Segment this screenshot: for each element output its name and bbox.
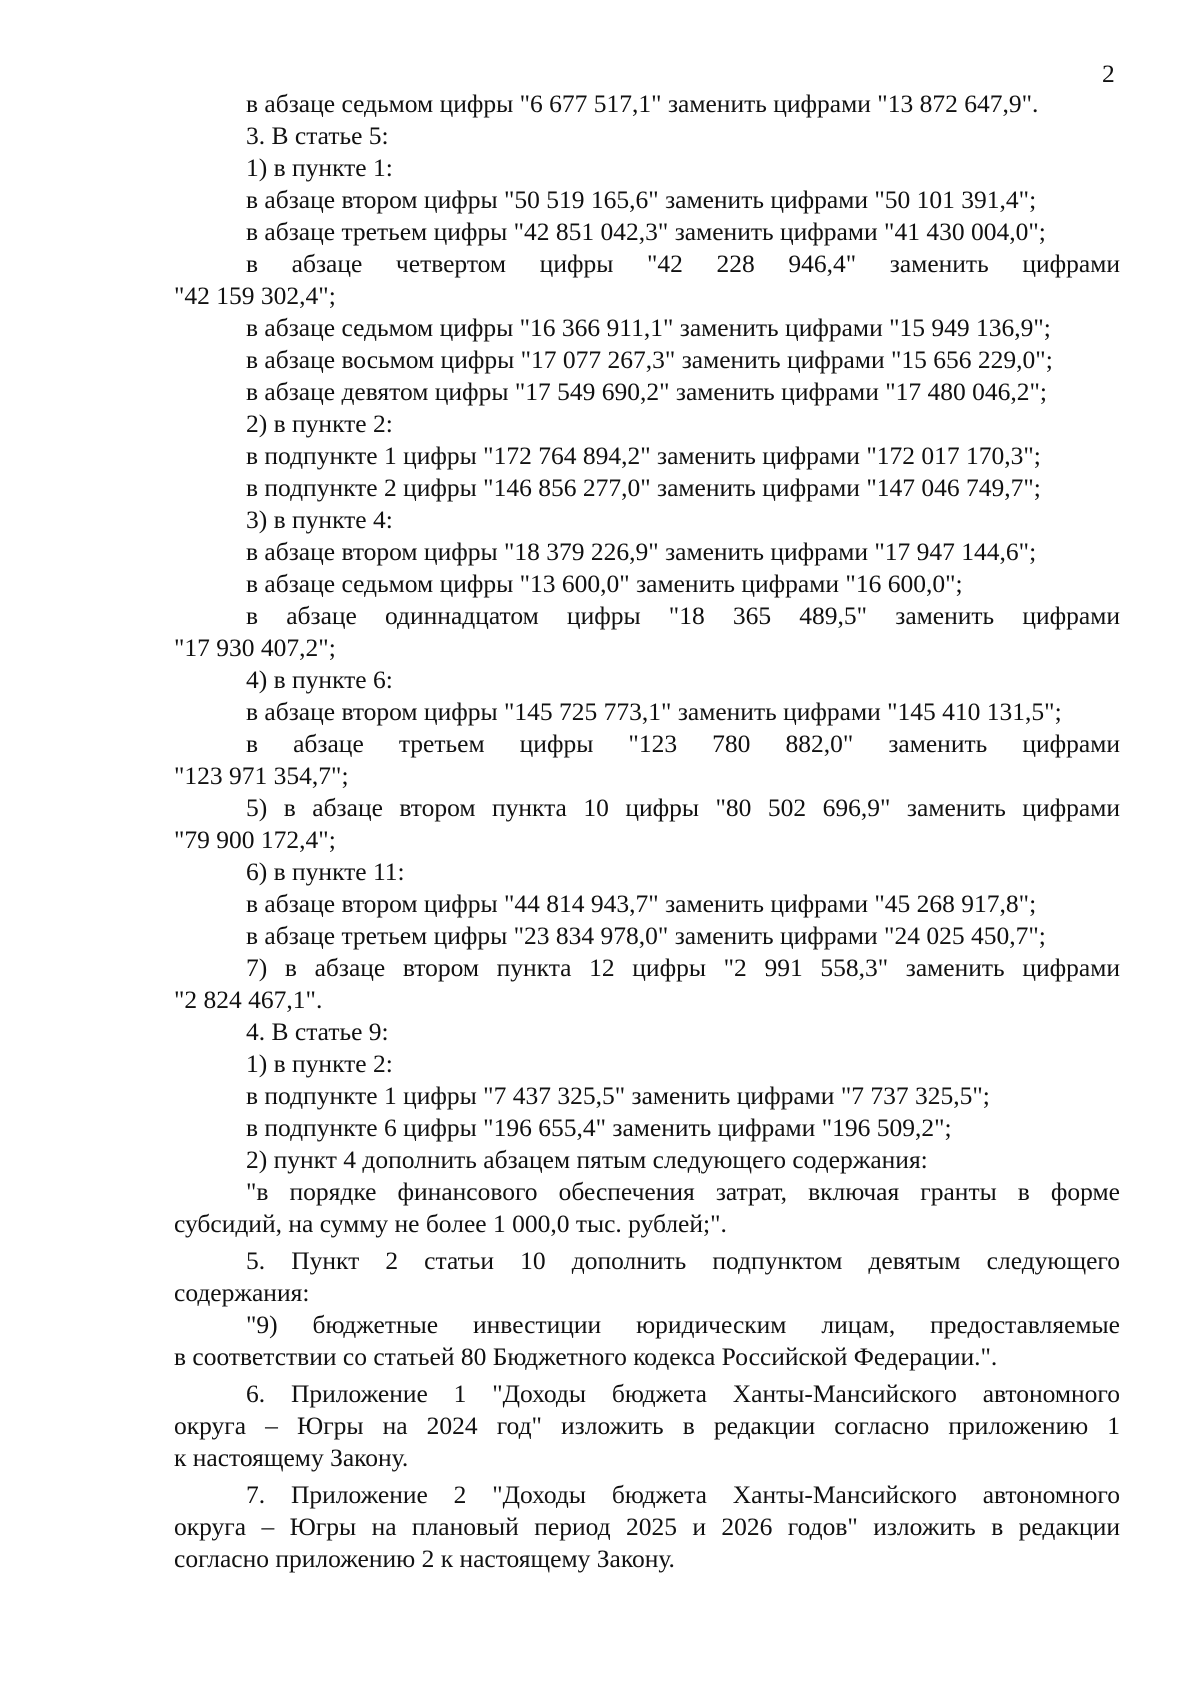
text-line: в абзаце третьем цифры "23 834 978,0" заменить цифрами "24 025 450,7"; <box>246 921 1046 950</box>
text-line: в подпункте 2 цифры "146 856 277,0" заменить цифрами "147 046 749,7"; <box>246 473 1041 502</box>
text-line: 6) в пункте 11: <box>246 857 405 886</box>
text-line: в абзаце седьмом цифры "16 366 911,1" заменить цифрами "15 949 136,9"; <box>246 313 1051 342</box>
text-line: в подпункте 1 цифры "172 764 894,2" заменить цифрами "172 017 170,3"; <box>246 441 1041 470</box>
text-line: в абзаце восьмом цифры "17 077 267,3" заменить цифрами "15 656 229,0"; <box>246 345 1053 374</box>
text-line: в абзаце четвертом цифры "42 228 946,4" заменить цифрами <box>246 249 1120 278</box>
text-line: "2 824 467,1". <box>174 985 323 1014</box>
text-line: "9) бюджетные инвестиции юридическим лицам, предоставляемые <box>246 1310 1120 1339</box>
text-line: субсидий, на сумму не более 1 000,0 тыс. рублей;". <box>174 1209 727 1238</box>
text-line: 5. Пункт 2 статьи 10 дополнить подпунктом девятым следующего <box>246 1246 1120 1275</box>
text-line: 7. Приложение 2 "Доходы бюджета Ханты-Мансийского автономного <box>246 1480 1120 1509</box>
text-line: "79 900 172,4"; <box>174 825 336 854</box>
text-line: согласно приложению 2 к настоящему Закону. <box>174 1544 675 1573</box>
text-line: в абзаце девятом цифры "17 549 690,2" заменить цифрами "17 480 046,2"; <box>246 377 1047 406</box>
text-line: в абзаце втором цифры "50 519 165,6" заменить цифрами "50 101 391,4"; <box>246 185 1037 214</box>
text-line: в абзаце третьем цифры "123 780 882,0" заменить цифрами <box>246 729 1120 758</box>
text-line: 5) в абзаце втором пункта 10 цифры "80 502 696,9" заменить цифрами <box>246 793 1120 822</box>
text-line: в абзаце втором цифры "145 725 773,1" заменить цифрами "145 410 131,5"; <box>246 697 1062 726</box>
text-line: 3) в пункте 4: <box>246 505 393 534</box>
document-body <box>174 88 1120 1575</box>
text-line: в абзаце седьмом цифры "6 677 517,1" заменить цифрами "13 872 647,9". <box>246 89 1039 118</box>
text-line: "в порядке финансового обеспечения затрат, включая гранты в форме <box>246 1177 1120 1206</box>
text-line: 4. В статье 9: <box>246 1017 389 1046</box>
text-line: округа – Югры на 2024 год" изложить в редакции согласно приложению 1 <box>174 1411 1120 1440</box>
text-line: в абзаце седьмом цифры "13 600,0" заменить цифрами "16 600,0"; <box>246 569 963 598</box>
text-line: к настоящему Закону. <box>174 1443 409 1472</box>
text-line: в абзаце втором цифры "44 814 943,7" заменить цифрами "45 268 917,8"; <box>246 889 1037 918</box>
text-line: округа – Югры на плановый период 2025 и 2026 годов" изложить в редакции <box>174 1512 1120 1541</box>
text-line: 4) в пункте 6: <box>246 665 393 694</box>
text-line: 7) в абзаце втором пункта 12 цифры "2 991 558,3" заменить цифрами <box>246 953 1120 982</box>
text-line: в подпункте 6 цифры "196 655,4" заменить цифрами "196 509,2"; <box>246 1113 952 1142</box>
text-line: 1) в пункте 2: <box>246 1049 393 1078</box>
text-line: "42 159 302,4"; <box>174 281 336 310</box>
text-line: в абзаце втором цифры "18 379 226,9" заменить цифрами "17 947 144,6"; <box>246 537 1037 566</box>
text-line: "123 971 354,7"; <box>174 761 349 790</box>
page-number: 2 <box>1102 59 1115 88</box>
text-line: 6. Приложение 1 "Доходы бюджета Ханты-Мансийского автономного <box>246 1379 1120 1408</box>
text-line: содержания: <box>174 1278 310 1307</box>
text-line: 2) пункт 4 дополнить абзацем пятым следующего содержания: <box>246 1145 928 1174</box>
text-line: в абзаце третьем цифры "42 851 042,3" заменить цифрами "41 430 004,0"; <box>246 217 1046 246</box>
text-line: 3. В статье 5: <box>246 121 389 150</box>
text-line: в подпункте 1 цифры "7 437 325,5" заменить цифрами "7 737 325,5"; <box>246 1081 990 1110</box>
text-line: 1) в пункте 1: <box>246 153 393 182</box>
text-line: 2) в пункте 2: <box>246 409 393 438</box>
text-line: в абзаце одиннадцатом цифры "18 365 489,5" заменить цифрами <box>246 601 1120 630</box>
text-line: в соответствии со статьей 80 Бюджетного кодекса Российской Федерации.". <box>174 1342 998 1371</box>
text-line: "17 930 407,2"; <box>174 633 336 662</box>
